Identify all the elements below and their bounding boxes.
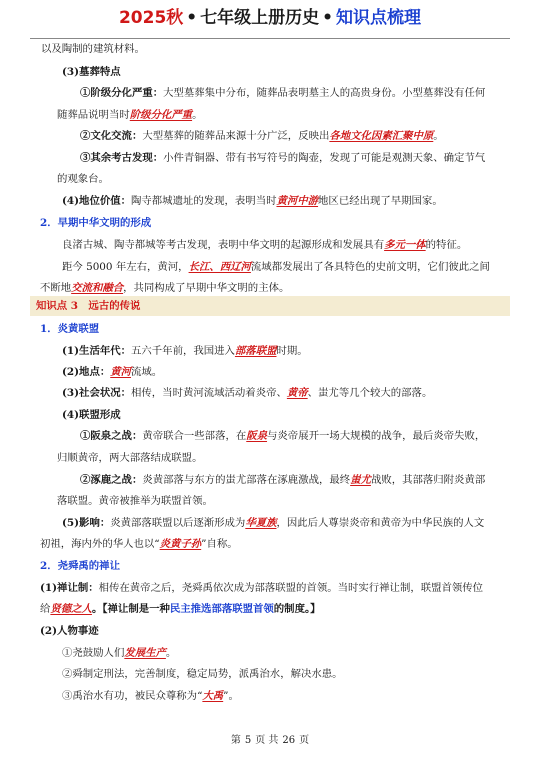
text-line: (3)社会状况：相传，当时黄河流域活动着炎帝、黄帝、蚩尤等几个较大的部落。 <box>62 387 433 399</box>
header-season: 2025秋 <box>118 8 184 28</box>
header-divider <box>30 38 510 39</box>
subheading-figures: (2)人物事迹 <box>40 625 99 637</box>
blue-highlight: 民主推选部落联盟首领 <box>169 603 274 615</box>
answer-blank: 各地文化因素汇聚中原 <box>329 130 434 142</box>
page-total: 26 <box>282 735 296 746</box>
answer-blank: 华夏族 <box>245 517 277 529</box>
answer-blank: 发展生产 <box>124 647 166 659</box>
page-number: 5 <box>244 735 252 746</box>
text-line: ②涿鹿之战：炎黄部落与东方的蚩尤部落在涿鹿激战，最终蚩尤战败，其部落归附炎黄部 <box>80 474 486 486</box>
text-line: 给贤德之人。【禅让制是一种民主推选部落联盟首领的制度。】 <box>40 603 321 615</box>
text-line: 落联盟。黄帝被推举为联盟首领。 <box>57 495 213 507</box>
text-line: 随葬品说明当时阶级分化严重。 <box>57 109 203 121</box>
text-line: 以及陶制的建筑材料。 <box>41 43 145 55</box>
text-line: ①阪泉之战：黄帝联合一些部落，在阪泉与炎帝展开一场大规模的战争，最后炎帝失败， <box>80 430 486 442</box>
header-book: 七年级上册历史 <box>200 8 320 28</box>
answer-blank: 多元一体 <box>384 239 426 251</box>
header-separator: • <box>322 8 334 28</box>
text-line: ①尧鼓励人们发展生产。 <box>62 647 177 659</box>
answer-blank: 长江、西辽河 <box>188 261 251 273</box>
text-line: ①阶级分化严重：大型墓葬集中分布，随葬品表明墓主人的高贵身份。小型墓葬没有任何 <box>80 87 486 99</box>
text-line: 不断地交流和融合，共同构成了早期中华文明的主体。 <box>40 282 290 294</box>
section-heading: 2．尧舜禹的禅让 <box>40 560 120 572</box>
answer-blank: 黄帝 <box>286 387 308 399</box>
section-heading: 1．炎黄联盟 <box>40 323 100 335</box>
subheading-alliance: (4)联盟形成 <box>62 409 121 421</box>
answer-blank: 蚩尤 <box>350 474 371 486</box>
page-footer: 第 5 页 共 26 页 <box>230 735 310 746</box>
answer-blank: 大禹 <box>202 690 224 702</box>
subheading-burial: (3)墓葬特点 <box>62 66 121 78</box>
text-line: 良渚古城、陶寺都城等考古发现，表明中华文明的起源形成和发展具有多元一体的特征。 <box>62 239 468 251</box>
text-line: ③其余考古发现：小件青铜器、带有书写符号的陶壶，发现了可能是观测天象、确定节气 <box>80 152 486 164</box>
answer-blank: 部落联盟 <box>234 345 277 357</box>
text-line: (1)禅让制：相传在黄帝之后，尧舜禹依次成为部落联盟的首领。当时实行禅让制，联盟首领传位 <box>40 582 484 594</box>
text-line: ②舜制定刑法，完善制度，稳定局势，派禹治水，解决水患。 <box>62 668 343 680</box>
text-line: 初祖，海内外的华人也以“炎黄子孙”自称。 <box>40 538 238 550</box>
text-line: (1)生活年代：五六千年前，我国进入部落联盟时期。 <box>62 345 308 357</box>
text-line: 距今 5000 年左右，黄河，长江、西辽河流域都发展出了各具特色的史前文明，它们彼此之间 <box>62 261 490 273</box>
answer-blank: 阶级分化严重 <box>129 109 193 121</box>
text-line: (4)地位价值：陶寺都城遗址的发现，表明当时黄河中游地区已经出现了早期国家。 <box>62 195 443 207</box>
answer-blank: 黄河 <box>110 366 132 378</box>
answer-blank: 炎黄子孙 <box>159 538 202 550</box>
text-line: ②文化交流：大型墓葬的随葬品来源十分广泛，反映出各地文化因素汇聚中原。 <box>80 130 444 142</box>
answer-blank: 黄河中游 <box>276 195 319 207</box>
text-line: 归顺黄帝，两大部落结成联盟。 <box>57 452 203 464</box>
text-line: (5)影响：炎黄部落联盟以后逐渐形成为华夏族，因此后人尊崇炎帝和黄帝为中华民族的人文 <box>62 517 485 529</box>
answer-blank: 交流和融合 <box>71 282 124 294</box>
text-line: (2)地点：黄河流域。 <box>62 366 163 378</box>
header-topic: 知识点梳理 <box>336 8 422 28</box>
header-separator: • <box>186 8 198 28</box>
knowledge-point-title: 知识点 3 远古的传说 <box>36 300 141 312</box>
text-line: 的观象台。 <box>57 173 109 185</box>
answer-blank: 贤德之人 <box>50 603 92 615</box>
section-heading: 2．早期中华文明的形成 <box>40 217 152 229</box>
text-line: ③禹治水有功，被民众尊称为“大禹”。 <box>62 690 239 702</box>
answer-blank: 阪泉 <box>246 430 268 442</box>
page-header <box>0 10 540 27</box>
